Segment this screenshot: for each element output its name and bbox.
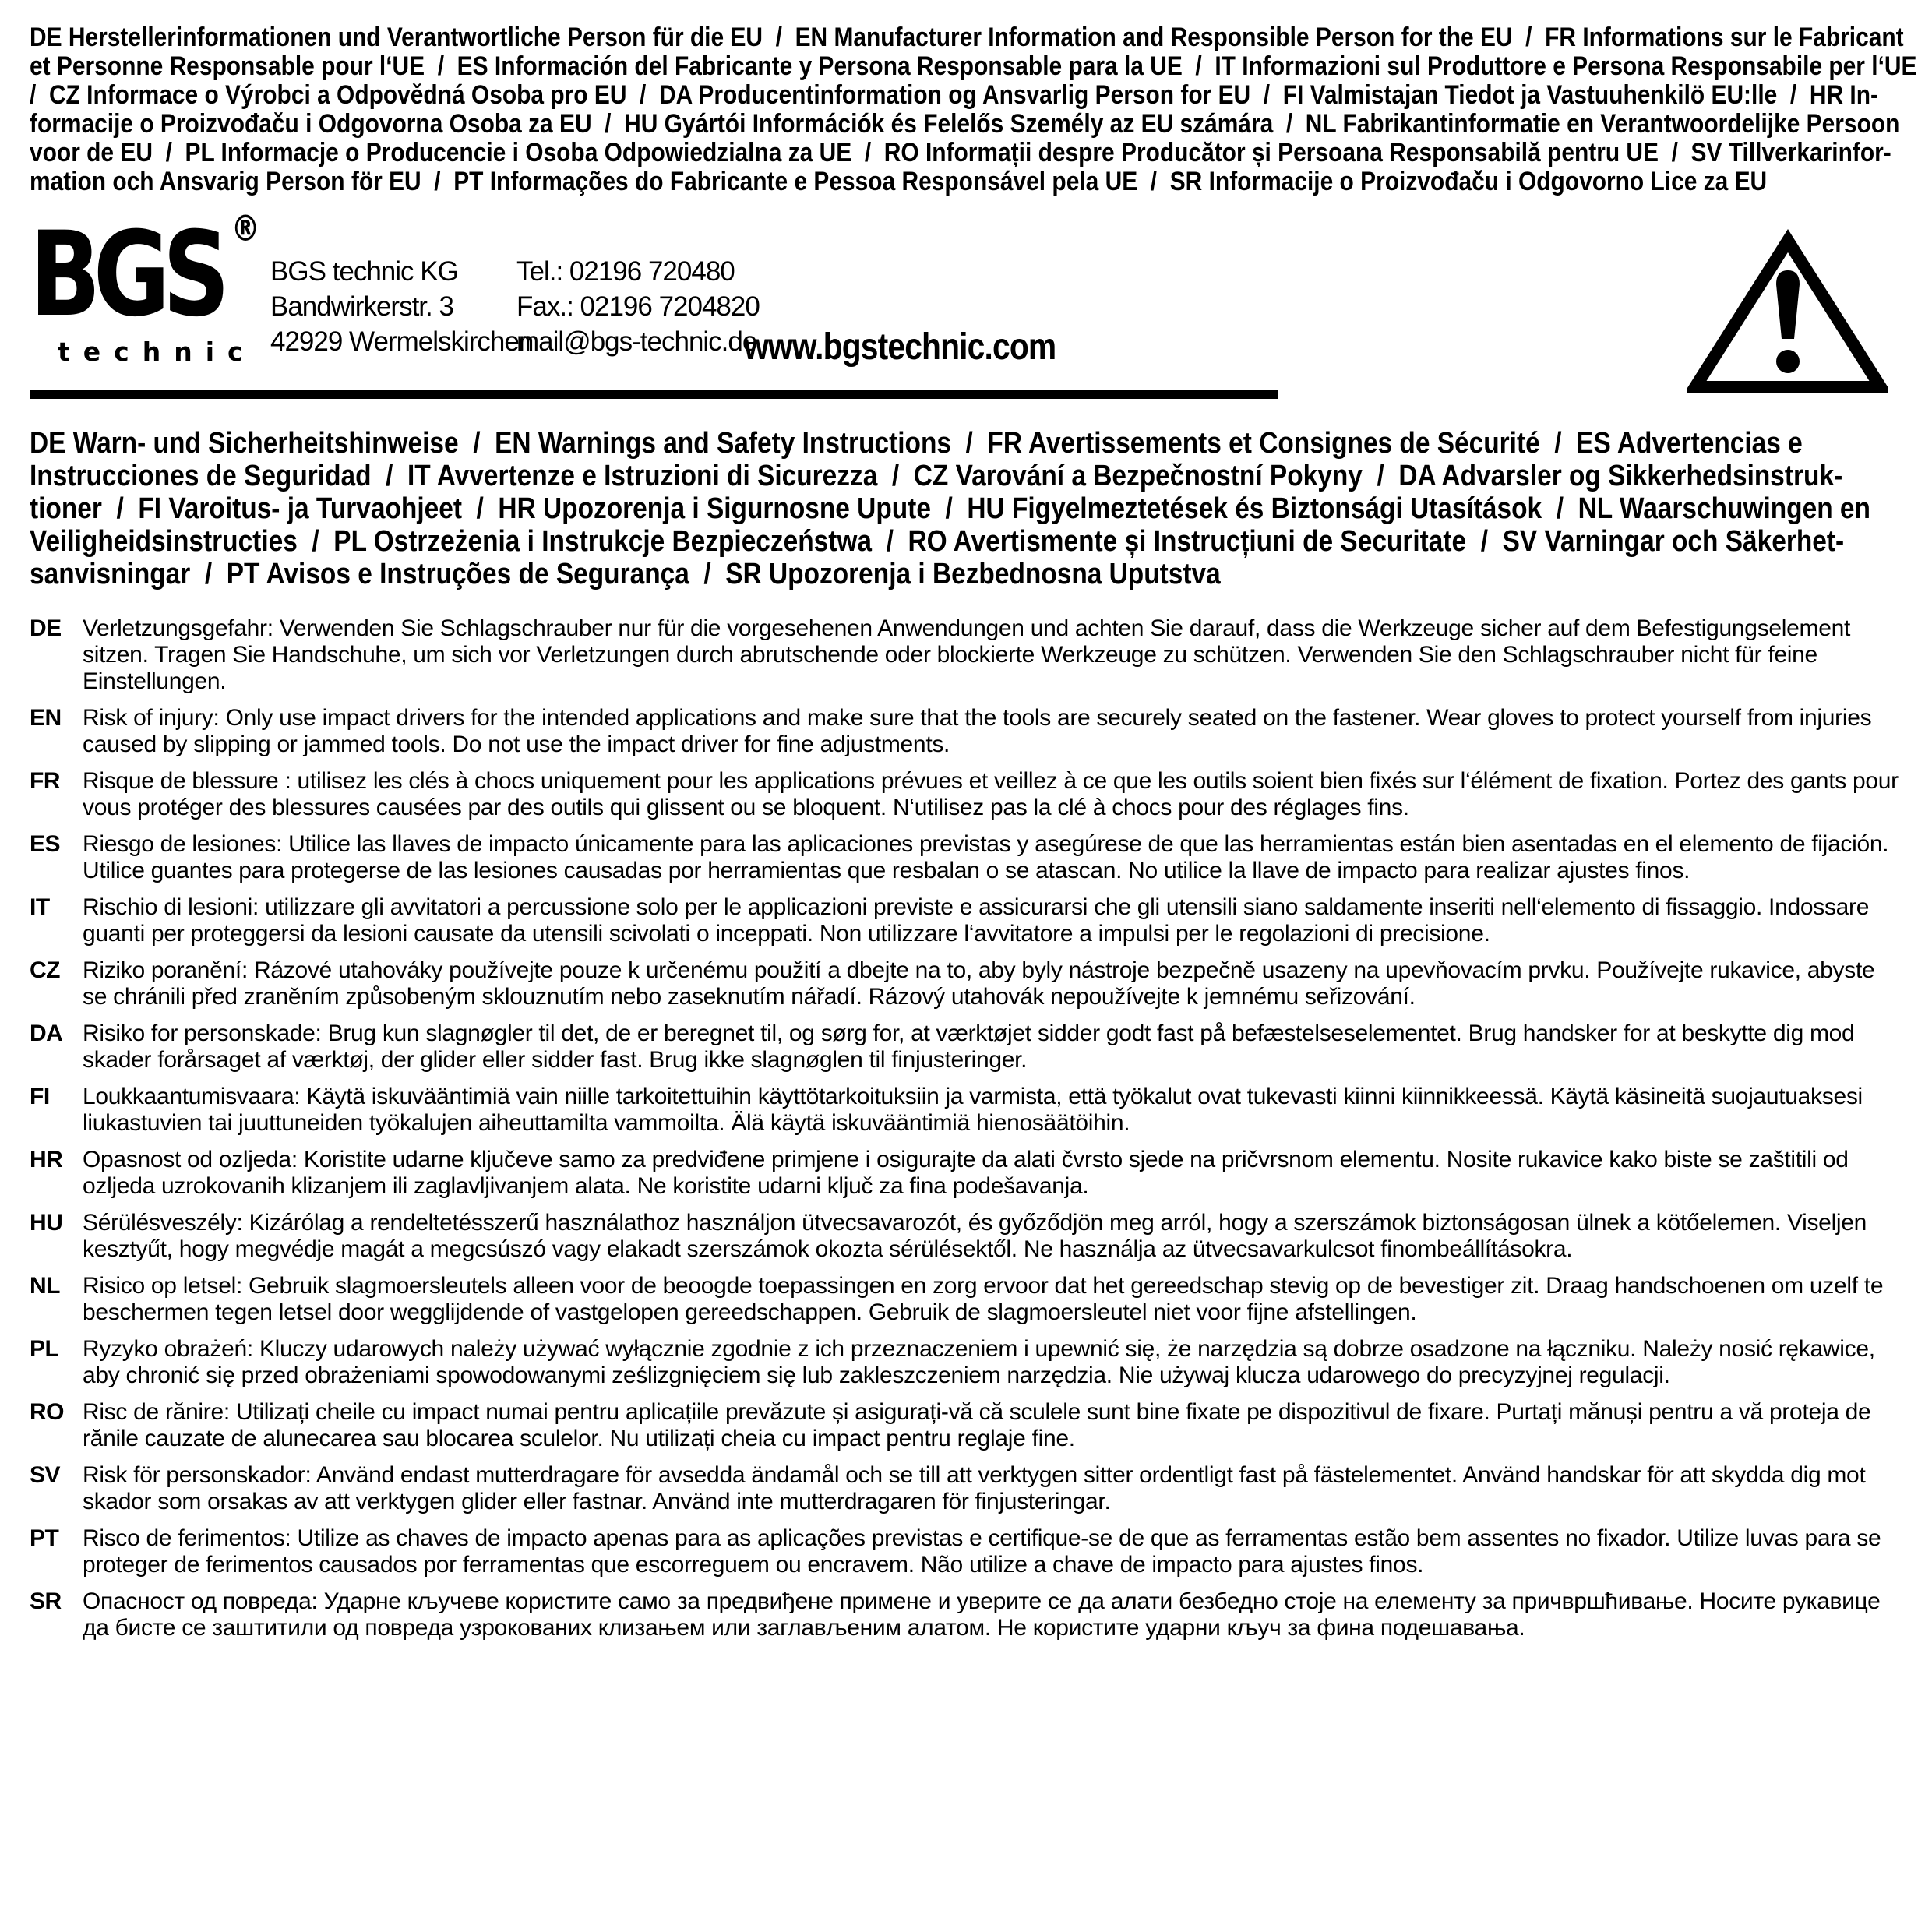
warning-row-fi <box>30 1084 1904 1137</box>
warning-text: Sérülésveszély: Kizárólag a rendeltetésszerű használathoz használjon ütvecsavarozót, és győződjön meg arról, hogy a szerszámok biztonságosan ülnek a kötőelemen. Viseljen kesztyűt, hogy megvédje magát a megcsúszó vagy elakadt szerszámok okozta sérülésektől. Ne használja az ütvecsavarkulcsot finombeállításokra. <box>83 1210 1867 1262</box>
warning-row-hr <box>30 1147 1904 1200</box>
warnings-list <box>30 615 1904 1641</box>
company-address <box>270 254 533 359</box>
warning-row-hu <box>30 1210 1904 1263</box>
header-line: tioner / FI Varoitus- ja Turvaohjeet / HR Upozorenja i Sigurnosne Upute / HU Figyelmeztetések és Biztonsági Utasítások / NL Waarschuwingen en <box>30 492 1870 525</box>
phone-number: Tel.: 02196 720480 <box>516 256 735 287</box>
warning-row-fr <box>30 768 1904 821</box>
warning-triangle-icon <box>1687 221 1888 396</box>
language-code: ES <box>30 831 61 857</box>
divider-rule <box>30 390 1278 399</box>
warning-text: Riziko poranění: Rázové utahováky používejte pouze k určenému použití a dbejte na to, aby byly nástroje bezpečně usazeny na upevňovacím prvku. Používejte rukavice, abyste se chránili před zraněním způsobeným sklouznutím nebo zaseknutím nářadí. Rázový utahovák nepoužívejte k jemnému seřizování. <box>83 957 1875 1010</box>
language-code: RO <box>30 1399 64 1425</box>
language-code: HR <box>30 1147 63 1172</box>
warning-text: Ryzyko obrażeń: Kluczy udarowych należy używać wyłącznie zgodnie z ich przeznaczeniem i upewnić się, że narzędzia są dobrze osadzone na łączniku. Należy nosić rękawice, aby chronić się przed obrażeniami spowodowanymi ześlizgnięciem się lub zakleszczeniem narzędzia. Nie używaj klucza udarowego do precyzyjnej regulacji. <box>83 1336 1875 1388</box>
language-code: PT <box>30 1525 59 1551</box>
warning-row-pt <box>30 1525 1904 1578</box>
warning-row-it <box>30 894 1904 947</box>
warning-row-nl <box>30 1273 1904 1326</box>
header-line: / CZ Informace o Výrobci a Odpovědná Osoba pro EU / DA Producentinformation og Ansvarlig Person for EU / FI Valmistajan Tiedot ja Vastuuhenkilö EU:lle / HR In- <box>30 80 1878 110</box>
language-code: SV <box>30 1462 61 1488</box>
company-name: BGS technic KG <box>270 256 458 287</box>
warning-text: Verletzungsgefahr: Verwenden Sie Schlagschrauber nur für die vorgesehenen Anwendungen und achten Sie darauf, dass die Werkzeuge sicher auf dem Befestigungselement sitzen. Tragen Sie Handschuhe, um sich vor Verletzungen durch abrutschende oder blockierte Werkzeuge zu schützen. Verwenden Sie den Schlagschrauber nicht für feine Einstellungen. <box>83 615 1851 694</box>
language-code: FI <box>30 1084 50 1109</box>
language-code: PL <box>30 1336 59 1362</box>
company-city: 42929 Wermelskirchen <box>270 326 534 357</box>
warning-row-en <box>30 705 1904 758</box>
company-street: Bandwirkerstr. 3 <box>270 291 453 322</box>
manufacturer-info-header <box>30 23 1932 196</box>
warning-text: Risk för personskador: Använd endast mutterdragare för avsedda ändamål och se till att verktygen sitter ordentligt fast på fästelementet. Använd handskar för att skydda dig mot skador som orsakas av att verktygen glider eller fastnar. Använd inte mutterdragaren för finjusteringar. <box>83 1462 1866 1514</box>
header-line: Instrucciones de Seguridad / IT Avvertenze e Istruzioni di Sicurezza / CZ Varování a Bezpečnostní Pokyny / DA Advarsler og Sikkerhedsinstruk- <box>30 460 1843 492</box>
header-line: formacije o Proizvođaču i Odgovorna Osoba za EU / HU Gyártói Információk és Felelős Személy az EU számára / NL Fabrikantinformatie en Verantwoordelijke Persoon <box>30 109 1900 139</box>
warning-text: Risico op letsel: Gebruik slagmoersleutels alleen voor de beoogde toepassingen en zorg ervoor dat het gereedschap stevig op de bevestiger zit. Draag handschoenen om uzelf te beschermen tegen letsel door wegglijdende of vastgelopen gereedschappen. Gebruik de slagmoersleutel niet voor fijne afstellingen. <box>83 1273 1884 1325</box>
warning-text: Risk of injury: Only use impact drivers for the intended applications and make sure that the tools are securely seated on the fastener. Wear gloves to protect yourself from injuries caused by slipping or jammed tools. Do not use the impact driver for fine adjustments. <box>83 705 1872 757</box>
header-line: DE Herstellerinformationen und Verantwortliche Person für die EU / EN Manufacturer Information and Responsible Person for the EU / FR Informations sur le Fabricant <box>30 23 1904 52</box>
warning-text: Loukkaantumisvaara: Käytä iskuvääntimiä vain niille tarkoitettuihin käyttötarkoituksiin ja varmista, että työkalut ovat tukevasti kiinni kiinnikkeessä. Käytä käsineitä suojautuaksesi liukastuvien tai juuttuneiden työkalujen aiheuttamilta vammoilta. Älä käytä iskuvääntimiä hienosäätöihin. <box>83 1084 1863 1136</box>
language-code: IT <box>30 894 50 920</box>
fax-number: Fax.: 02196 7204820 <box>516 291 760 322</box>
language-code: DE <box>30 615 62 641</box>
language-code: NL <box>30 1273 60 1299</box>
header-line: et Personne Responsable pour l‘UE / ES Información del Fabricante y Persona Responsable para la UE / IT Informazioni sul Produttore e Persona Responsabile per l‘UE <box>30 51 1917 81</box>
warning-row-sr <box>30 1588 1904 1641</box>
warning-text: Risc de rănire: Utilizați cheile cu impact numai pentru aplicațiile prevăzute și asigurați-vă că sculele sunt bine fixate pe dispozitivul de fixare. Purtați mănuși pentru a vă proteja de rănile cauzate de alunecarea sau blocarea sculelor. Nu utilizați cheia cu impact pentru reglaje fine. <box>83 1399 1871 1451</box>
warning-text: Опасност од повреда: Ударне кључеве користите само за предвиђене примене и уверите се да алати безбедно стоје на елементу за причвршћивање. Носите рукавице да бисте се заштитили од повреда узрокованих клизањем или заглављеним алатом. Не користите ударни кључ за фина подешавања. <box>83 1588 1881 1641</box>
header-line: voor de EU / PL Informacje o Producencie i Osoba Odpowiedzialna za UE / RO Informații despre Producător și Persoana Responsabilă pentru UE / SV Tillverkarinfor- <box>30 138 1891 167</box>
bgs-logo-text: BGS <box>30 207 223 343</box>
warning-text: Riesgo de lesiones: Utilice las llaves de impacto únicamente para las aplicaciones previstas y asegúrese de que las herramientas están bien asentadas en el elemento de fijación. Utilice guantes para protegerse de las lesiones causadas por herramientas que resbalan o se atascan. No utilice la llave de impacto para realizar ajustes finos. <box>83 831 1889 883</box>
company-contact <box>516 254 760 359</box>
warning-row-cz <box>30 957 1904 1010</box>
warning-text: Opasnost od ozljeda: Koristite udarne ključeve samo za predviđene primjene i osigurajte da alati čvrsto sjede na pričvrsnom elementu. Nosite rukavice kako biste se zaštitili od ozljeda uzrokovanih klizanjem ili zaglavljivanjem alata. Ne koristite udarni ključ za fina podešavanja. <box>83 1147 1849 1199</box>
warning-text: Rischio di lesioni: utilizzare gli avvitatori a percussione solo per le applicazioni previste e assicurarsi che gli utensili siano saldamente inseriti nell‘elemento di fissaggio. Indossare guanti per proteggersi da lesioni causate da utensili scivolati o inceppati. Non utilizzare l‘avvitatore a impulsi per le regolazioni di precisione. <box>83 894 1870 947</box>
bgs-logo-wordmark <box>30 207 260 343</box>
warning-row-ro <box>30 1399 1904 1452</box>
header-line: DE Warn- und Sicherheitshinweise / EN Warnings and Safety Instructions / FR Avertissements et Consignes de Sécurité / ES Advertencias e <box>30 427 1803 460</box>
header-line: Veiligheidsinstructies / PL Ostrzeżenia i Instrukcje Bezpieczeństwa / RO Avertismente și Instrucțiuni de Securitate / SV Varningar och Säkerhet- <box>30 525 1845 558</box>
bgs-logo-subtext: technic <box>58 337 256 367</box>
header-line: mation och Ansvarig Person för EU / PT Informações do Fabricante e Pessoa Responsável pela UE / SR Informacije o Proizvođaču i Odgovorno Lice za EU <box>30 167 1768 196</box>
header-line: sanvisningar / PT Avisos e Instruções de Segurança / SR Upozorenja i Bezbednosna Uputstva <box>30 558 1221 591</box>
warning-text: Risiko for personskade: Brug kun slagnøgler til det, de er beregnet til, og sørg for, at værktøjet sidder godt fast på befæstelseselementet. Brug handsker for at beskytte dig mod skader forårsaget af værktøj, der glider eller sidder fast. Brug ikke slagnøglen til finjusteringer. <box>83 1021 1855 1073</box>
safety-instructions-header <box>30 427 1932 591</box>
registered-trademark-icon: ® <box>231 207 260 249</box>
warning-text: Risco de ferimentos: Utilize as chaves de impacto apenas para as aplicações previstas e certifique-se de que as ferramentas estão bem assentes no fixador. Utilize luvas para se proteger de ferimentos causados por ferramentas que escorreguem ou encravem. Não utilize a chave de impacto para ajustes finos. <box>83 1525 1881 1578</box>
language-code: CZ <box>30 957 60 983</box>
language-code: FR <box>30 768 60 794</box>
email-address: mail@bgs-technic.de <box>516 326 757 357</box>
warning-row-pl <box>30 1336 1904 1389</box>
warning-row-sv <box>30 1462 1904 1515</box>
warning-row-da <box>30 1021 1904 1074</box>
bgs-logo <box>30 207 306 367</box>
warning-row-es <box>30 831 1904 884</box>
website-url: www.bgstechnic.com <box>744 326 1056 368</box>
warning-row-de <box>30 615 1904 695</box>
language-code: HU <box>30 1210 63 1236</box>
warning-text: Risque de blessure : utilisez les clés à chocs uniquement pour les applications prévues et veillez à ce que les outils soient bien fixés sur l‘élément de fixation. Portez des gants pour vous protéger des blessures causées par des outils qui glissent ou se bloquent. N‘utilisez pas la clé à chocs pour des réglages fins. <box>83 768 1899 820</box>
language-code: DA <box>30 1021 63 1046</box>
language-code: SR <box>30 1588 62 1614</box>
language-code: EN <box>30 705 62 731</box>
